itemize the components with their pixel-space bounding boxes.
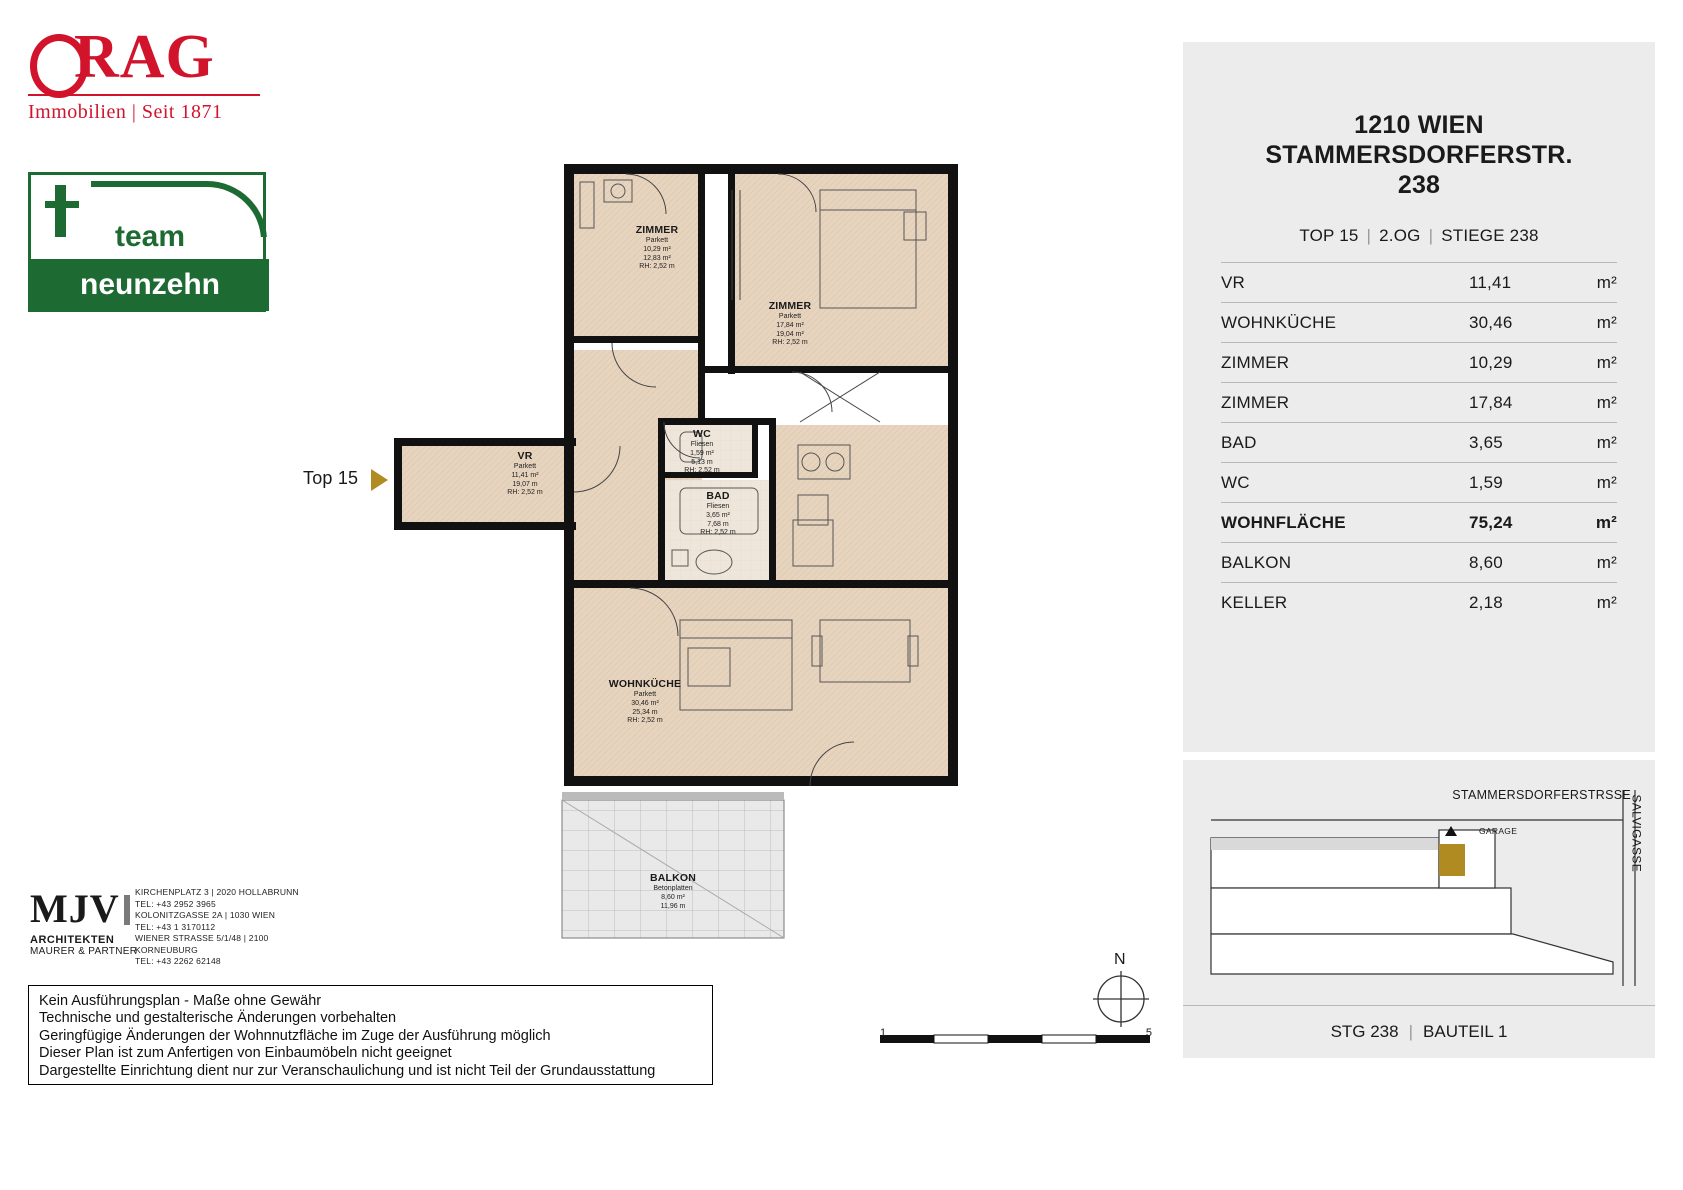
site-map-footer [1183,1005,1655,1058]
extra-area: 2,18 [1469,592,1503,612]
room-unit: m² [1596,472,1617,492]
room-name: ZIMMER [1221,392,1290,412]
room-name: VR [1221,272,1246,292]
mjv-address-line: TEL: +43 1 3170112 [135,921,216,932]
room-label-wohnkueche: WOHNKÜCHE Parkett 30,46 m² 25,34 m RH: 2,52 m [608,678,682,725]
floor-plan [380,150,980,940]
team-logo-line2: neunzehn [80,268,220,301]
panel-title-line2: STAMMERSDORFERSTR. [1265,141,1573,169]
apartment-info-panel [1183,42,1655,752]
extra-unit: m² [1596,552,1617,572]
scale-bar [880,1027,1152,1060]
room-area-table [1221,263,1617,622]
room-label-balkon: BALKON Betonplatten 8,60 m² 11,96 m [649,872,697,910]
scale-bar-graphic [880,1030,1152,1048]
room-label-bad: BAD Fliesen 3,65 m² 7,68 m RH: 2,52 m [700,490,736,537]
scale-end-label: 5 [1145,1027,1152,1039]
panel-stiege: STIEGE 238 [1441,226,1539,245]
site-street-top-label: STAMMERSDORFERSTRSSE [1452,788,1631,802]
room-area: 30,46 [1469,312,1513,332]
north-arrow [1090,951,1152,1027]
room-label-vr: VR Parkett 11,41 m² 19,07 m RH: 2,52 m [507,450,543,497]
table-row [1221,583,1617,622]
panel-title-line1: 1210 WIEN [1354,111,1484,139]
room-name: ZIMMER [1221,352,1290,372]
mjv-address-line: KOLONITZGASSE 2A | 1030 WIEN [135,910,276,920]
table-row-total [1221,503,1617,542]
top15-label: Top 15 [303,468,359,488]
room-unit: m² [1596,432,1617,452]
mjv-line1: ARCHITEKTEN [30,934,115,946]
team-logo-band [31,259,269,311]
mjv-line2: MAURER & PARTNER [30,946,138,957]
mjv-address-line: TEL: +43 2952 3965 [135,898,216,909]
table-row [1221,343,1617,382]
scale-start-label: 1 [880,1027,887,1039]
extra-area: 8,60 [1469,552,1503,572]
room-area: 3,65 [1469,432,1503,452]
orag-o-ring-icon [30,34,88,98]
orag-wordmark-text: RAG [74,23,215,91]
panel-top-number: TOP 15 [1299,226,1359,245]
subtitle-divider-2: | [1428,226,1434,245]
site-map-panel [1183,760,1655,1058]
table-row [1221,423,1617,462]
entry-arrow-icon [371,469,388,491]
footer-divider: | [1408,1022,1414,1041]
room-unit: m² [1596,392,1617,412]
room-label-zimmer-2: ZIMMER Parkett 17,84 m² 19,04 m² RH: 2,52 m [768,300,812,347]
site-garage-label: GARAGE [1479,826,1518,836]
room-area: 1,59 [1469,472,1503,492]
mjv-initials: MJV [30,886,120,931]
disclaimer-box [28,985,713,1085]
disclaimer-line: Geringfügige Änderungen der Wohnnutzfläche im Zuge der Ausführung möglich [39,1027,551,1044]
mjv-addresses [135,887,320,968]
extra-unit: m² [1596,592,1617,612]
north-label: N [1114,951,1126,968]
disclaimer-line: Kein Ausführungsplan - Maße ohne Gewähr [39,993,322,1009]
panel-subtitle [1183,226,1655,246]
room-area: 17,84 [1469,392,1513,412]
panel-floor: 2.OG [1379,226,1421,245]
room-unit: m² [1596,272,1617,292]
room-name: WOHNKÜCHE [1221,312,1337,332]
table-row [1221,383,1617,422]
total-name: WOHNFLÄCHE [1221,512,1346,532]
room-fills [400,172,950,938]
mjv-address-line: TEL: +43 2262 62148 [135,956,221,966]
room-unit: m² [1596,352,1617,372]
team-logo-line1: team [114,220,186,253]
panel-title [1183,42,1655,200]
total-area: 75,24 [1469,512,1513,532]
table-row [1221,303,1617,342]
team-neunzehn-logo [28,172,266,312]
total-unit: m² [1595,512,1617,532]
table-row [1221,263,1617,302]
mjv-bar-icon [124,895,130,925]
site-street-right-label: SALVIGASSE [1629,794,1643,872]
orag-logo [28,23,278,141]
disclaimer-line: Dargestellte Einrichtung dient nur zur Veranschaulichung und ist nicht Teil der Grundausstattung [39,1062,656,1079]
orag-tagline: Immobilien | Seit 1871 [28,101,223,123]
table-row [1221,463,1617,502]
room-label-wc: WC Fliesen 1,59 m² 5,13 m RH: 2,52 m [684,428,720,475]
subtitle-divider-1: | [1366,226,1372,245]
room-label-zimmer-1: ZIMMER Parkett 10,29 m² 12,83 m² RH: 2,52 m [635,224,679,271]
site-stiege-label: STG 238 [1330,1022,1399,1041]
panel-title-line3: 238 [1397,171,1441,199]
room-area: 11,41 [1469,272,1512,292]
disclaimer-line: Dieser Plan ist zum Anfertigen von Einbaumöbeln nicht geeignet [39,1045,452,1062]
disclaimer-line: Technische und gestalterische Änderungen vorbehalten [39,1010,397,1027]
room-name: WC [1221,472,1250,492]
mjv-architects-logo [30,885,320,965]
extra-name: KELLER [1221,592,1288,612]
room-unit: m² [1596,312,1617,332]
mjv-address-line: KIRCHENPLATZ 3 | 2020 HOLLABRUNN [135,887,299,897]
orag-wordmark [28,23,278,91]
extra-name: BALKON [1221,552,1292,572]
site-bauteil-label: BAUTEIL 1 [1423,1022,1508,1041]
top15-entry-marker [303,468,358,489]
team-logo-cross-icon [45,201,79,208]
room-area: 10,29 [1469,352,1513,372]
table-row [1221,543,1617,582]
room-name: BAD [1221,432,1257,452]
mjv-address-line: WIENER STRASSE 5/1/48 | 2100 KORNEUBURG [135,933,269,955]
